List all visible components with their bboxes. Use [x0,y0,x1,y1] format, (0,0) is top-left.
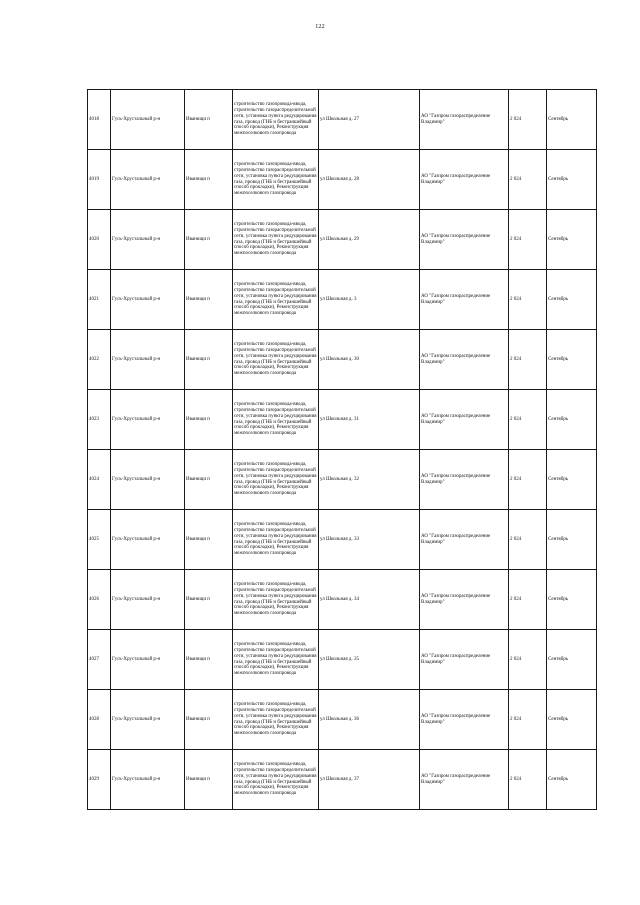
work-description-cell: строительство газопровода-ввода, строительство газораспределительной сети, установка пункта редуцирования газа, провод (ГНБ и бестраншейный способ прокладки), Реконструкция межпоселкового газопровода [233,210,319,270]
table-row [88,510,597,570]
row-number: 4023 [88,390,111,450]
page-number: 122 [315,24,325,30]
work-description-cell: строительство газопровода-ввода, строительство газораспределительной сети, установка пункта редуцирования газа, провод (ГНБ и бестраншейный способ прокладки), Реконструкция межпоселкового газопровода [233,90,319,150]
settlement-cell: Иванищи п [185,510,233,570]
settlement-cell: Иванищи п [185,570,233,630]
work-description-cell: строительство газопровода-ввода, строительство газораспределительной сети, установка пункта редуцирования газа, провод (ГНБ и бестраншейный способ прокладки), Реконструкция межпоселкового газопровода [233,750,319,810]
settlement-cell: Иванищи п [185,330,233,390]
district-cell: Гусь-Хрустальный р-н [111,450,185,510]
table-row [88,150,597,210]
work-description-cell: строительство газопровода-ввода, строительство газораспределительной сети, установка пункта редуцирования газа, провод (ГНБ и бестраншейный способ прокладки), Реконструкция межпоселкового газопровода [233,150,319,210]
district-cell: Гусь-Хрустальный р-н [111,630,185,690]
month-cell: Сентябрь [547,690,597,750]
month-cell: Сентябрь [547,210,597,270]
year-cell: 2 024 [509,210,547,270]
month-cell: Сентябрь [547,330,597,390]
table-row [88,330,597,390]
work-description-cell: строительство газопровода-ввода, строительство газораспределительной сети, установка пункта редуцирования газа, провод (ГНБ и бестраншейный способ прокладки), Реконструкция межпоселкового газопровода [233,270,319,330]
table-row [88,570,597,630]
month-cell: Сентябрь [547,390,597,450]
address-cell: ул Школьная д. 31 [319,390,420,450]
year-cell: 2 024 [509,390,547,450]
year-cell: 2 024 [509,510,547,570]
year-cell: 2 024 [509,150,547,210]
year-cell: 2 024 [509,630,547,690]
work-description-cell: строительство газопровода-ввода, строительство газораспределительной сети, установка пункта редуцирования газа, провод (ГНБ и бестраншейный способ прокладки), Реконструкция межпоселкового газопровода [233,450,319,510]
address-cell: ул Школьная д. 3 [319,270,420,330]
settlement-cell: Иванищи п [185,450,233,510]
month-cell: Сентябрь [547,630,597,690]
organization-cell: АО "Газпром газораспределение Владимир" [420,750,509,810]
row-number: 4026 [88,570,111,630]
organization-cell: АО "Газпром газораспределение Владимир" [420,510,509,570]
organization-cell: АО "Газпром газораспределение Владимир" [420,570,509,630]
table-row [88,210,597,270]
district-cell: Гусь-Хрустальный р-н [111,510,185,570]
address-cell: ул Школьная д. 35 [319,630,420,690]
district-cell: Гусь-Хрустальный р-н [111,750,185,810]
work-description-cell: строительство газопровода-ввода, строительство газораспределительной сети, установка пункта редуцирования газа, провод (ГНБ и бестраншейный способ прокладки), Реконструкция межпоселкового газопровода [233,390,319,450]
year-cell: 2 024 [509,90,547,150]
organization-cell: АО "Газпром газораспределение Владимир" [420,690,509,750]
table-row [88,90,597,150]
district-cell: Гусь-Хрустальный р-н [111,90,185,150]
organization-cell: АО "Газпром газораспределение Владимир" [420,330,509,390]
work-description-cell: строительство газопровода-ввода, строительство газораспределительной сети, установка пункта редуцирования газа, провод (ГНБ и бестраншейный способ прокладки), Реконструкция межпоселкового газопровода [233,570,319,630]
work-description-cell: строительство газопровода-ввода, строительство газораспределительной сети, установка пункта редуцирования газа, провод (ГНБ и бестраншейный способ прокладки), Реконструкция межпоселкового газопровода [233,330,319,390]
year-cell: 2 024 [509,570,547,630]
year-cell: 2 024 [509,270,547,330]
district-cell: Гусь-Хрустальный р-н [111,210,185,270]
year-cell: 2 024 [509,450,547,510]
month-cell: Сентябрь [547,570,597,630]
settlement-cell: Иванищи п [185,150,233,210]
month-cell: Сентябрь [547,90,597,150]
row-number: 4025 [88,510,111,570]
address-cell: ул Школьная д. 33 [319,510,420,570]
organization-cell: АО "Газпром газораспределение Владимир" [420,150,509,210]
row-number: 4022 [88,330,111,390]
district-cell: Гусь-Хрустальный р-н [111,330,185,390]
table-row [88,270,597,330]
table-row [88,450,597,510]
district-cell: Гусь-Хрустальный р-н [111,570,185,630]
row-number: 4029 [88,750,111,810]
row-number: 4018 [88,90,111,150]
table-row [88,630,597,690]
organization-cell: АО "Газпром газораспределение Владимир" [420,630,509,690]
settlement-cell: Иванищи п [185,630,233,690]
organization-cell: АО "Газпром газораспределение Владимир" [420,90,509,150]
work-description-cell: строительство газопровода-ввода, строительство газораспределительной сети, установка пункта редуцирования газа, провод (ГНБ и бестраншейный способ прокладки), Реконструкция межпоселкового газопровода [233,510,319,570]
year-cell: 2 024 [509,330,547,390]
district-cell: Гусь-Хрустальный р-н [111,270,185,330]
address-cell: ул Школьная д. 27 [319,90,420,150]
work-description-cell: строительство газопровода-ввода, строительство газораспределительной сети, установка пункта редуцирования газа, провод (ГНБ и бестраншейный способ прокладки), Реконструкция межпоселкового газопровода [233,630,319,690]
settlement-cell: Иванищи п [185,690,233,750]
organization-cell: АО "Газпром газораспределение Владимир" [420,450,509,510]
organization-cell: АО "Газпром газораспределение Владимир" [420,210,509,270]
year-cell: 2 024 [509,690,547,750]
row-number: 4028 [88,690,111,750]
organization-cell: АО "Газпром газораспределение Владимир" [420,390,509,450]
row-number: 4019 [88,150,111,210]
settlement-cell: Иванищи п [185,210,233,270]
address-cell: ул Школьная д. 29 [319,210,420,270]
gasification-registry-table [87,89,597,810]
month-cell: Сентябрь [547,450,597,510]
district-cell: Гусь-Хрустальный р-н [111,150,185,210]
organization-cell: АО "Газпром газораспределение Владимир" [420,270,509,330]
month-cell: Сентябрь [547,510,597,570]
table-row [88,390,597,450]
address-cell: ул Школьная д. 28 [319,150,420,210]
address-cell: ул Школьная д. 30 [319,330,420,390]
address-cell: ул Школьная д. 34 [319,570,420,630]
settlement-cell: Иванищи п [185,270,233,330]
year-cell: 2 024 [509,750,547,810]
table-row [88,750,597,810]
district-cell: Гусь-Хрустальный р-н [111,690,185,750]
table-row [88,690,597,750]
table-body [88,90,597,810]
month-cell: Сентябрь [547,150,597,210]
settlement-cell: Иванищи п [185,390,233,450]
month-cell: Сентябрь [547,750,597,810]
district-cell: Гусь-Хрустальный р-н [111,390,185,450]
month-cell: Сентябрь [547,270,597,330]
address-cell: ул Школьная д. 37 [319,750,420,810]
address-cell: ул Школьная д. 36 [319,690,420,750]
row-number: 4027 [88,630,111,690]
row-number: 4021 [88,270,111,330]
settlement-cell: Иванищи п [185,90,233,150]
row-number: 4024 [88,450,111,510]
row-number: 4020 [88,210,111,270]
address-cell: ул Школьная д. 32 [319,450,420,510]
work-description-cell: строительство газопровода-ввода, строительство газораспределительной сети, установка пункта редуцирования газа, провод (ГНБ и бестраншейный способ прокладки), Реконструкция межпоселкового газопровода [233,690,319,750]
settlement-cell: Иванищи п [185,750,233,810]
